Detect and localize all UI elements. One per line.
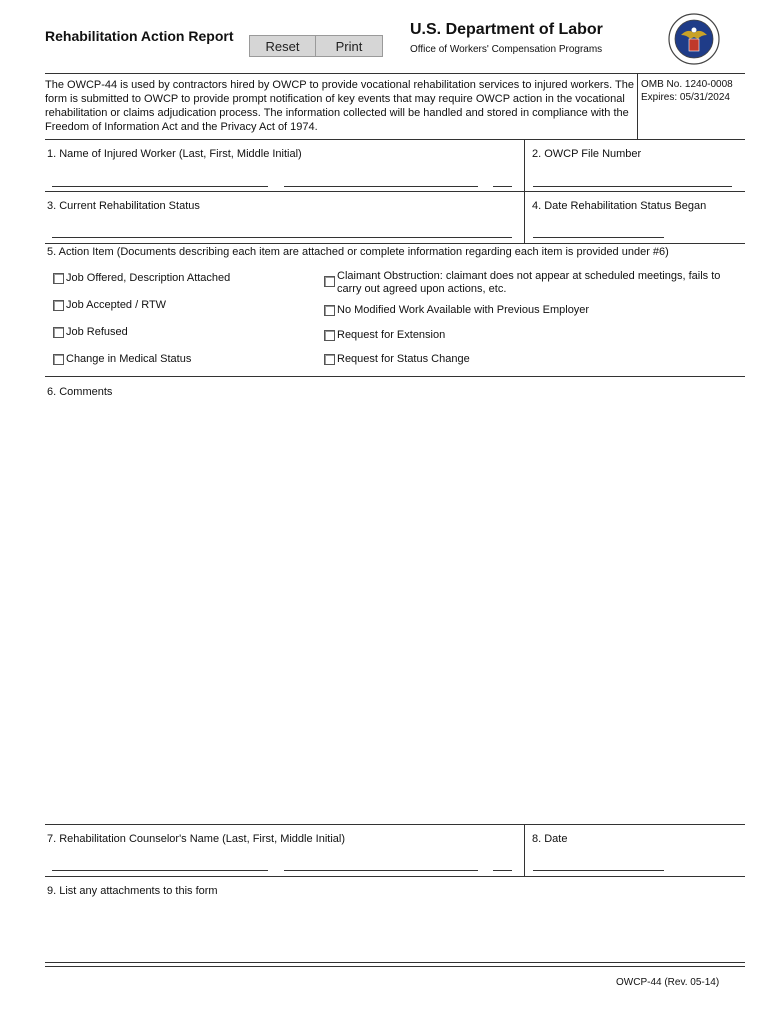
checkbox-label: Job Offered, Description Attached <box>66 272 231 284</box>
print-button[interactable]: Print <box>315 35 383 57</box>
extension-checkbox[interactable] <box>324 329 445 341</box>
job-refused-checkbox[interactable] <box>53 326 128 338</box>
agency-name: U.S. Department of Labor <box>410 21 603 38</box>
counselor-first-name-input[interactable] <box>284 870 478 871</box>
owcp-file-number-input[interactable] <box>533 186 732 187</box>
reset-button[interactable]: Reset <box>249 35 316 57</box>
field-5-label: 5. Action Item (Documents describing each item are attached or complete information regarding each item is provided under #6) <box>47 246 669 258</box>
no-modified-work-checkbox[interactable] <box>324 304 589 316</box>
field-2-label: 2. OWCP File Number <box>532 148 642 160</box>
obstruction-checkbox[interactable] <box>324 270 734 296</box>
status-change-checkbox[interactable] <box>324 353 470 365</box>
intro-text: The OWCP-44 is used by contractors hired by OWCP to provide vocational rehabilitation services to injured workers. The form is submitted to OWCP to provide prompt notification of key events that may require OWCP action in the vocational rehabilitation or claims adjudication process. The information collected will be handled and stored in compliance with the Freedom of Information Act and the Privacy Act of 1974. <box>45 79 634 133</box>
worker-last-name-input[interactable] <box>52 186 268 187</box>
checkbox-box[interactable] <box>53 354 64 365</box>
date-input[interactable] <box>533 870 664 871</box>
office-name: Office of Workers' Compensation Programs <box>410 44 603 55</box>
worker-first-name-input[interactable] <box>284 186 478 187</box>
field-7-label: 7. Rehabilitation Counselor's Name (Last, First, Middle Initial) <box>47 833 345 845</box>
field-1-label: 1. Name of Injured Worker (Last, First, Middle Initial) <box>47 148 302 160</box>
checkbox-box[interactable] <box>53 327 64 338</box>
checkbox-label: Claimant Obstruction: claimant does not appear at scheduled meetings, fails to carry out agreed upon actions, etc. <box>337 270 721 295</box>
medical-change-checkbox[interactable] <box>53 353 191 365</box>
field-9-label: 9. List any attachments to this form <box>47 885 218 897</box>
job-offered-checkbox[interactable] <box>53 272 230 284</box>
job-accepted-checkbox[interactable] <box>53 299 166 311</box>
field-8-label: 8. Date <box>532 833 568 845</box>
omb-expires: Expires: 05/31/2024 <box>641 92 730 103</box>
field-6-label: 6. Comments <box>47 386 113 398</box>
dol-seal-icon <box>668 13 720 65</box>
form-title: Rehabilitation Action Report <box>45 28 234 44</box>
checkbox-label: Request for Extension <box>337 329 446 341</box>
checkbox-box[interactable] <box>53 273 64 284</box>
counselor-last-name-input[interactable] <box>52 870 268 871</box>
checkbox-label: No Modified Work Available with Previous Employer <box>337 304 590 316</box>
status-date-input[interactable] <box>533 237 664 238</box>
checkbox-box[interactable] <box>53 300 64 311</box>
checkbox-box[interactable] <box>324 276 335 287</box>
checkbox-box[interactable] <box>324 354 335 365</box>
form-number: OWCP-44 (Rev. 05-14) <box>616 977 720 988</box>
comments-textarea[interactable] <box>47 402 743 820</box>
attachments-textarea[interactable] <box>47 900 743 958</box>
field-4-label: 4. Date Rehabilitation Status Began <box>532 200 707 212</box>
checkbox-label: Change in Medical Status <box>66 353 192 365</box>
omb-block <box>641 78 733 104</box>
checkbox-label: Job Refused <box>66 326 128 338</box>
worker-middle-initial-input[interactable] <box>493 186 512 187</box>
counselor-middle-initial-input[interactable] <box>493 870 512 871</box>
omb-number: OMB No. 1240-0008 <box>641 79 733 90</box>
field-3-label: 3. Current Rehabilitation Status <box>47 200 200 212</box>
checkbox-label: Job Accepted / RTW <box>66 299 167 311</box>
checkbox-box[interactable] <box>324 305 335 316</box>
rehab-status-input[interactable] <box>52 237 512 238</box>
checkbox-label: Request for Status Change <box>337 353 470 365</box>
checkbox-box[interactable] <box>324 330 335 341</box>
